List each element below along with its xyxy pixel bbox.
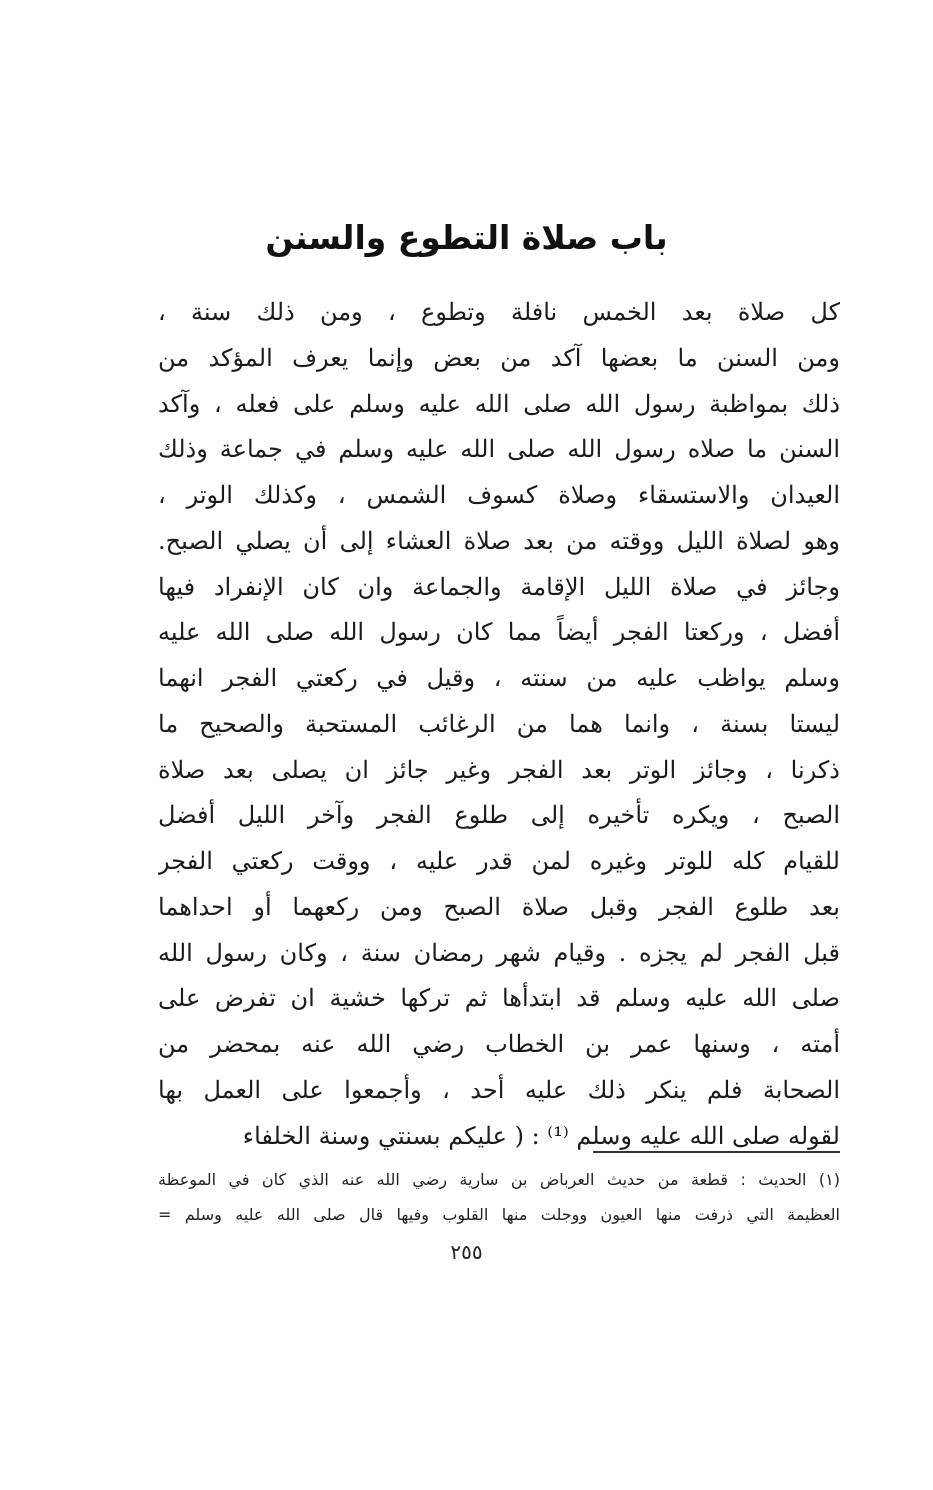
page-number: ٢٥٥ [450,1240,483,1264]
body-line: للقيام كله للوتر وغيره لمن قدر عليه ، ووقت ركعتي الفجر [158,847,840,875]
body-line: الصبح ، ويكره تأخيره إلى طلوع الفجر وآخر الليل أفضل [158,801,840,830]
body-line: أفضل ، وركعتا الفجر أيضاً مما كان رسول الله صلى الله عليه [158,618,840,647]
body-text [158,290,840,1159]
footnote-line: (١) الحديث : قطعة من حديث العرباض بن سارية رضي الله عنه الذي كان في الموعظة [158,1170,840,1189]
body-line: قبل الفجر لم يجزه . وقيام شهر رمضان سنة ، وكان رسول الله [158,938,840,967]
body-line: ومن السنن ما بعضها آكد من بعض وإنما يعرف المؤكد من [158,343,840,372]
footnote-divider [593,1151,840,1153]
chapter-title: باب صلاة التطوع والسنن [265,218,668,257]
body-line: لقوله صلى الله عليه وسلم ⁽¹⁾ : ( عليكم بسنتي وسنة الخلفاء [242,1121,840,1150]
body-line: وسلم يواظب عليه من سنته ، وقيل في ركعتي الفجر انهما [158,664,840,692]
body-line: العيدان والاستسقاء وصلاة كسوف الشمس ، وكذلك الوتر ، [158,481,840,509]
body-line: بعد طلوع الفجر وقبل صلاة الصبح ومن ركعهما أو احداهما [158,892,840,921]
body-line: ليستا بسنة ، وانما هما من الرغائب المستحبة والصحيح ما [158,709,840,738]
body-line: صلى الله عليه وسلم قد ابتدأها ثم تركها خشية ان تفرض على [158,984,840,1013]
body-line: السنن ما صلاه رسول الله صلى الله عليه وسلم في جماعة وذلك [158,435,840,464]
footnote [158,1162,840,1232]
body-line: أمته ، وسنها عمر بن الخطاب رضي الله عنه بمحضر من [158,1030,840,1058]
body-line: وجائز في صلاة الليل الإقامة والجماعة وان كان الإنفراد فيها [158,572,840,601]
body-line: ذلك بمواظبة رسول الله صلى الله عليه وسلم على فعله ، وآكد [158,389,840,418]
body-line: ذكرنا ، وجائز الوتر بعد الفجر وغير جائز ان يصلى بعد صلاة [158,755,840,784]
body-line: كل صلاة بعد الخمس نافلة وتطوع ، ومن ذلك سنة ، [158,298,840,326]
body-line: الصحابة فلم ينكر ذلك عليه أحد ، وأجمعوا على العمل بها [158,1075,840,1104]
body-line: وهو لصلاة الليل ووقته من بعد صلاة العشاء إلى أن يصلي الصبح. [158,526,840,555]
footnote-line: العظيمة التي ذرفت منها العيون ووجلت منها القلوب وفيها قال صلى الله عليه وسلم = [158,1205,840,1224]
